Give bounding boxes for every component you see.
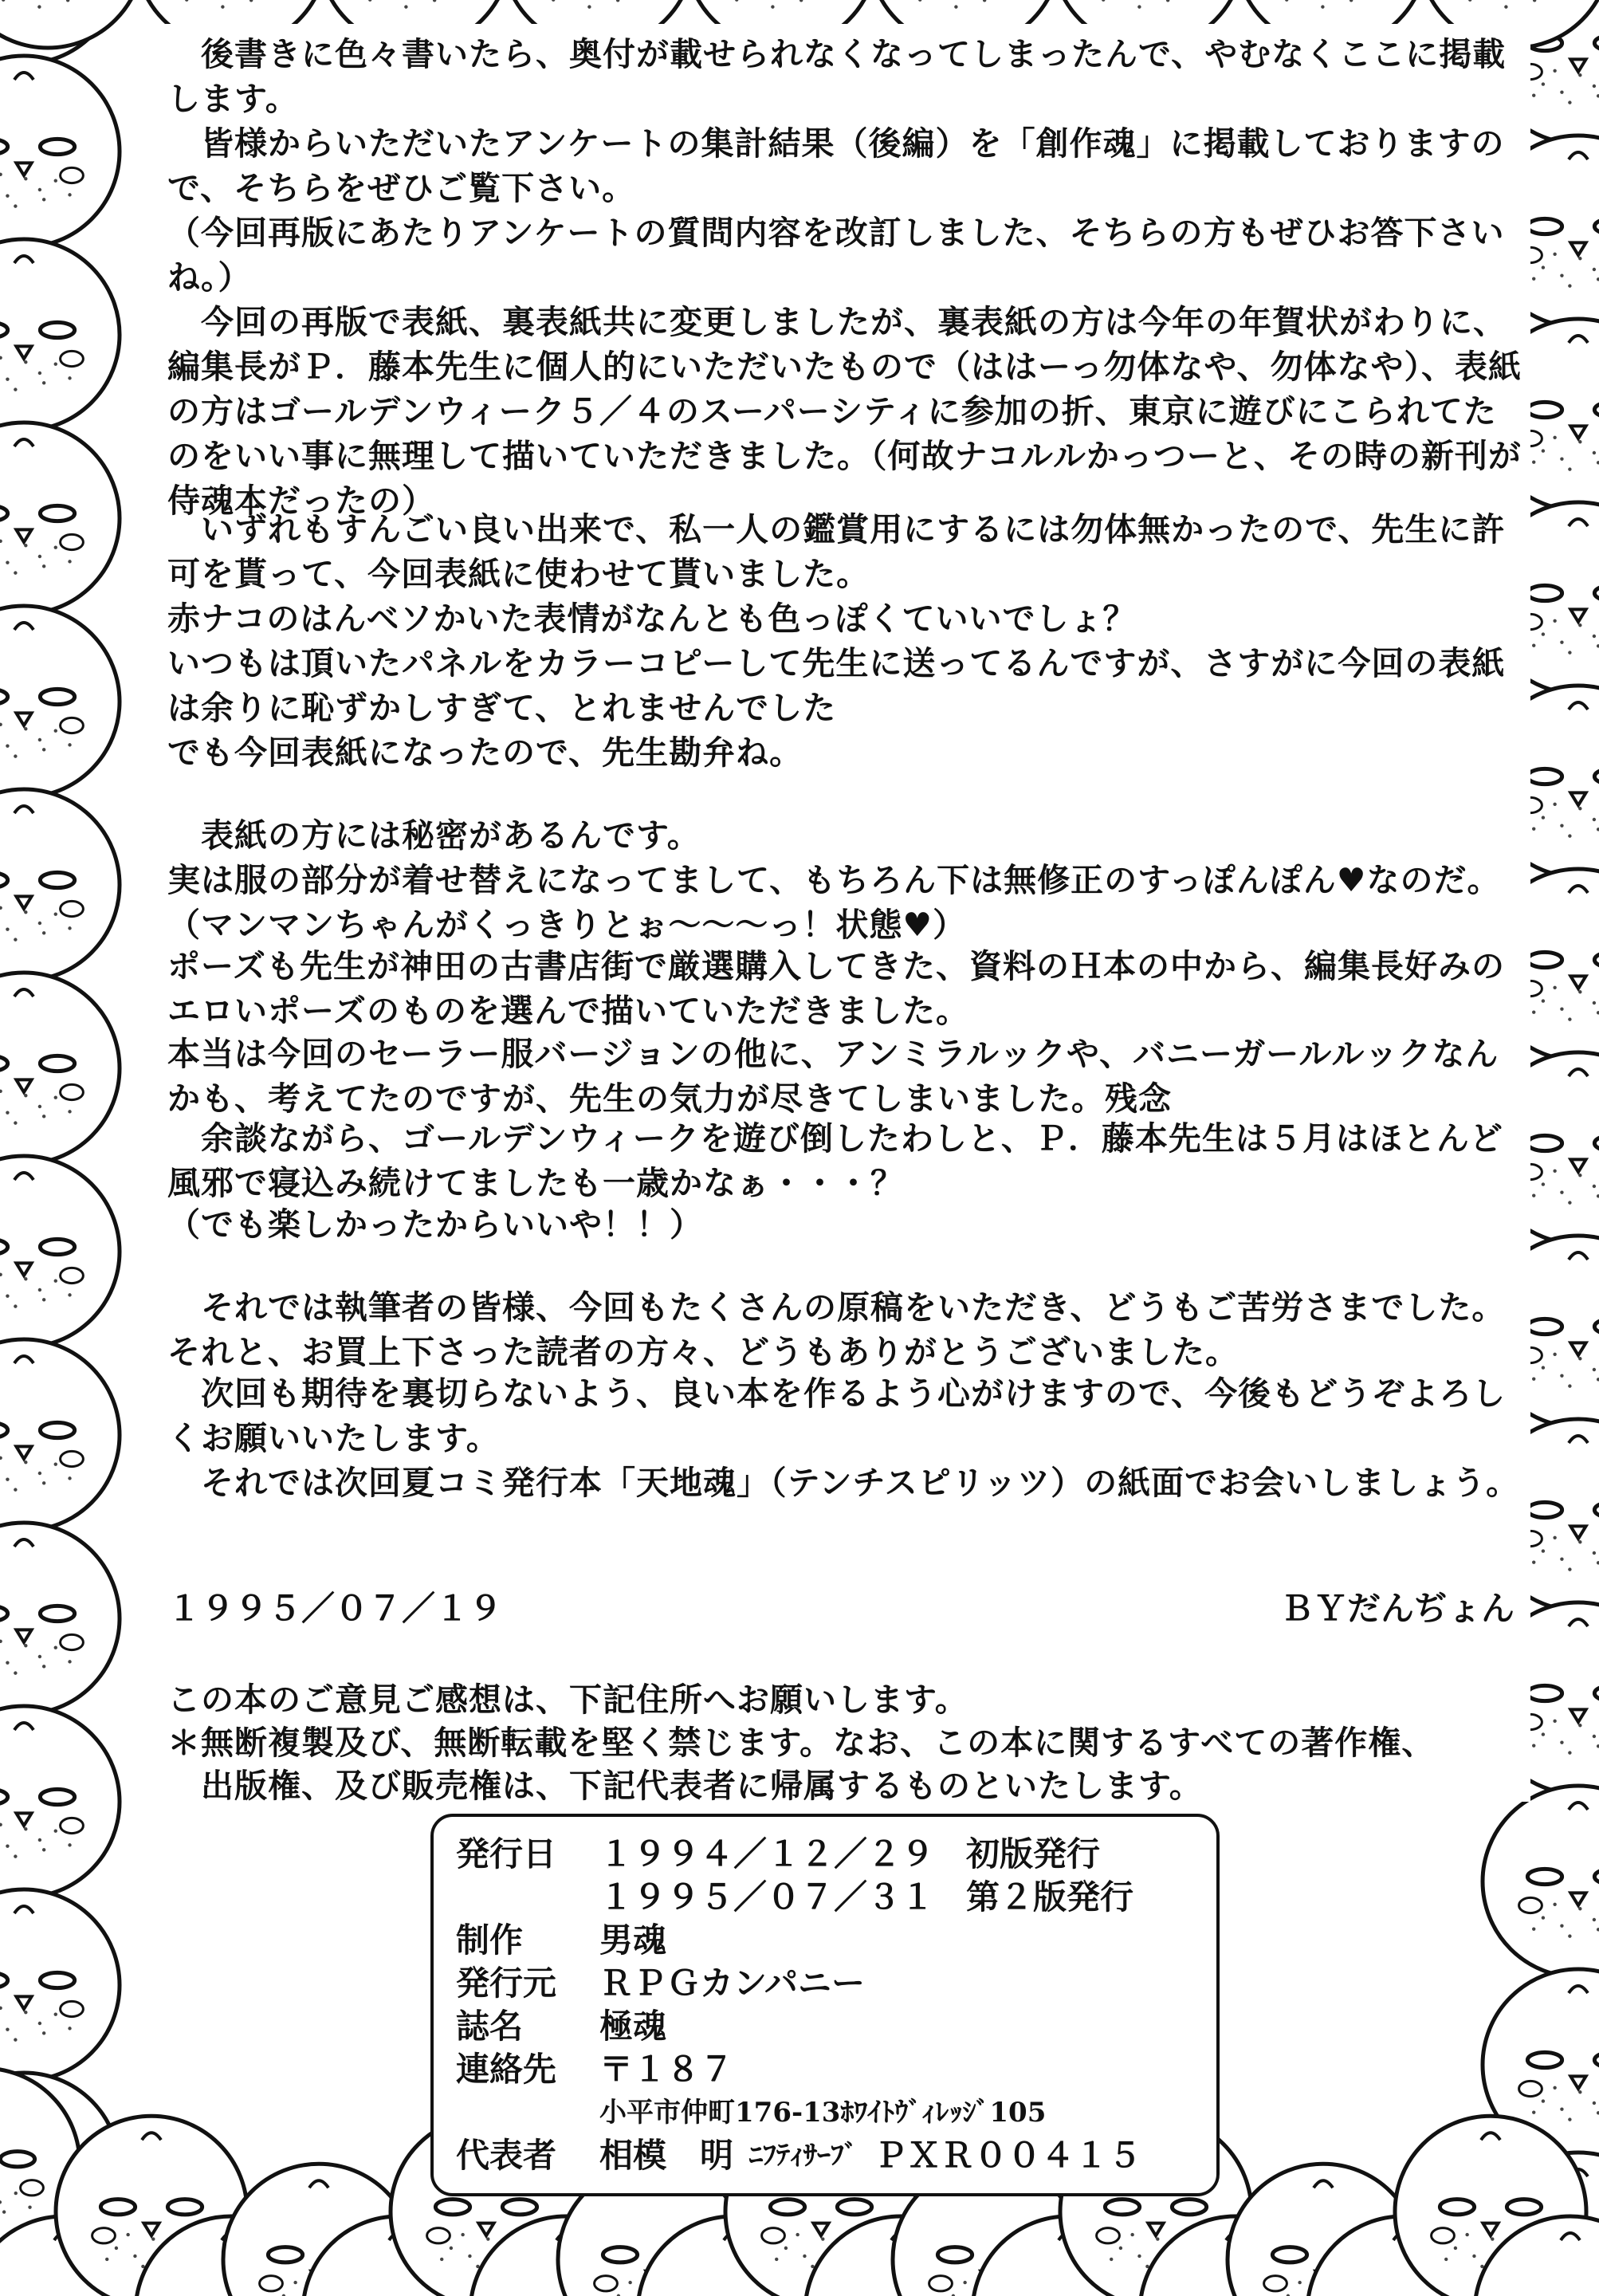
afterword-paragraph-8: でも今回表紙になったので、先生勘弁ね。 [167,733,803,772]
afterword-paragraph-13 [167,1032,1522,1121]
afterword-paragraph-14 [167,1116,1522,1205]
colophon-issue2-note: 第２版発行 [966,1877,1134,1917]
chick-doodle [0,0,143,48]
colophon-issue-row-2 [456,1876,1194,1919]
colophon-contact-row [456,2048,1194,2091]
colophon-issue-row-1 [456,1833,1194,1876]
colophon-rep-label: 代表者 [456,2136,557,2175]
colophon-rep-service: ﾆﾌﾃｨｻｰﾌﾞ [749,2140,858,2172]
colophon-contact-label: 連絡先 [456,2050,557,2089]
colophon-issue1-note: 初版発行 [966,1834,1101,1873]
colophon-publisher: ＲＰＧカンパニー [599,1964,866,2003]
afterword-paragraph-15: （でも楽しかったからいいや！！） [167,1205,703,1244]
colophon-rep-row [456,2134,1194,2177]
afterword-paragraph-4: 今回の再版で表紙、裏表紙共に変更しましたが、裏表紙の方は今年の年賀状がわりに、編集長がＰ．藤本先生に個人的にいただいたもので（ははーっ勿体なや、勿体なや）、表紙の方はゴールデンウィーク５／４のスーパーシティに参加の折、東京に遊びにこられてたのをいい事に無理して描いていただきました。（何故ナコルルかっつーと、その時の新刊が侍魂本だったの） [167,303,1522,520]
colophon-address-row [456,2091,1194,2134]
chick-doodle [0,973,120,1164]
afterword-paragraph-11: （マンマンちゃんがくっきりとぉ～～～っ！状態♥） [167,906,967,944]
colophon-title-row [456,2005,1194,2048]
afterword-paragraph-5: いずれもすんごい良い出来で、私一人の鑑賞用にするには勿体無かったので、先生に許可を貰って、今回表紙に使わせて貰いました。 [167,510,1506,593]
colophon-rep-id: ＰＸＲ００４１５ [874,2136,1142,2175]
afterword-paragraph-13-text: 本当は今回のセーラー服バージョンの他に、アンミラルックや、バニーガールルックなんかも、考えてたのですが、先生の気力が尽きてしまいました。 [167,1035,1499,1118]
afterword-paragraph-13-tail: 残念 [1105,1079,1172,1118]
colophon-production: 男魂 [599,1921,667,1960]
chick-doodle [0,1156,120,1347]
notice-line-2: ＊無断複製及び、無断転載を堅く禁じます。なお、この本に関するすべての著作権、 [167,1724,1436,1762]
chick-doodle [0,239,120,431]
chick-doodle [0,423,120,614]
chick-doodle [0,56,120,247]
chick-doodle [0,1523,120,1714]
afterword-paragraph-10: 実は服の部分が着せ替えになってまして、もちろん下は無修正のすっぽんぽん♥なのだ。 [167,861,1501,899]
afterword-paragraph-16: それでは執筆者の皆様、今回もたくさんの原稿をいただき、どうもご苦労さまでした。それと、お買上下さった読者の方々、どうもありがとうございました。 [167,1288,1506,1371]
colophon-issue-label: 発行日 [456,1834,557,1873]
chick-doodle [0,1706,120,1897]
colophon-publisher-row [456,1962,1194,2005]
colophon-postal: 〒１８７ [599,2050,734,2089]
afterword-paragraph-14-tail: も一歳かなぁ・・・？ [569,1164,904,1202]
colophon-production-row [456,1919,1194,1962]
afterword-paragraph-14-text: 余談ながら、ゴールデンウィークを遊び倒したわしと、Ｐ．藤本先生は５月はほとんど風邪で寝込み続けてました [167,1119,1503,1202]
afterword-paragraph-6: 赤ナコのはんベソかいた表情がなんとも色っぽくていいでしょ？ [167,600,1137,638]
colophon-box [430,1814,1220,2196]
chick-doodle [0,789,120,981]
notice-line-1: この本のご意見ご感想は、下記住所へお願いします。 [167,1681,968,1719]
colophon-rep-name: 相模 明 [599,2136,734,2175]
chick-doodle [0,1339,120,1531]
signature-line [167,1582,1515,1630]
signature-date: １９９５／０７／１９ [167,1589,503,1628]
colophon-production-label: 制作 [456,1921,524,1960]
chick-doodle [1483,1786,1599,1977]
signature-author: ＢＹだんぢょん [1279,1589,1515,1628]
colophon-title-label: 誌名 [456,2007,524,2046]
colophon-publisher-label: 発行元 [456,1964,557,2003]
chick-doodle [0,1889,120,2081]
afterword-paragraph-3: （今回再版にあたりアンケートの質問内容を改訂しました、そちらの方もぜひお答下さいね。） [167,214,1505,297]
chick-doodle [0,606,120,797]
afterword-paragraph-7: いつもは頂いたパネルをカラーコピーして先生に送ってるんですが、さすがに今回の表紙は余りに恥ずかしすぎて、とれませんでした [167,644,1506,727]
afterword-paragraph-2: 皆様からいただいたアンケートの集計結果（後編）を「創作魂」に掲載しておりますので、そちらをぜひご覧下さい。 [167,124,1505,207]
colophon-issue2-date: １９９５／０７／３１ [599,1877,935,1917]
colophon-issue1-date: １９９４／１２／２９ [599,1834,935,1873]
afterword-paragraph-17: 次回も期待を裏切らないよう、良い本を作るよう心がけますので、今後もどうぞよろしくお願いいたします。 [167,1374,1507,1457]
afterword-paragraph-12: ポーズも先生が神田の古書店街で厳選購入してきた、資料のＨ本の中から、編集長好みのエロいポーズのものを選んで描いていただきました。 [167,947,1505,1030]
afterword-paragraph-1: 後書きに色々書いたら、奥付が載せられなくなってしまったんで、やむなくここに掲載します。 [167,35,1507,118]
colophon-address: 小平市仲町176-13ﾎﾜｲﾄｳﾞｨﾚｯｼﾞ105 [599,2097,1047,2129]
afterword-paragraph-9: 表紙の方には秘密があるんです。 [167,816,701,855]
afterword-paragraph-18: それでは次回夏コミ発行本「天地魂」（テンチスピリッツ）の紙面でお会いしましょう。 [167,1464,1520,1502]
colophon-title: 極魂 [599,2007,667,2046]
notice-line-3: 出版権、及び販売権は、下記代表者に帰属するものといたします。 [167,1767,1203,1805]
